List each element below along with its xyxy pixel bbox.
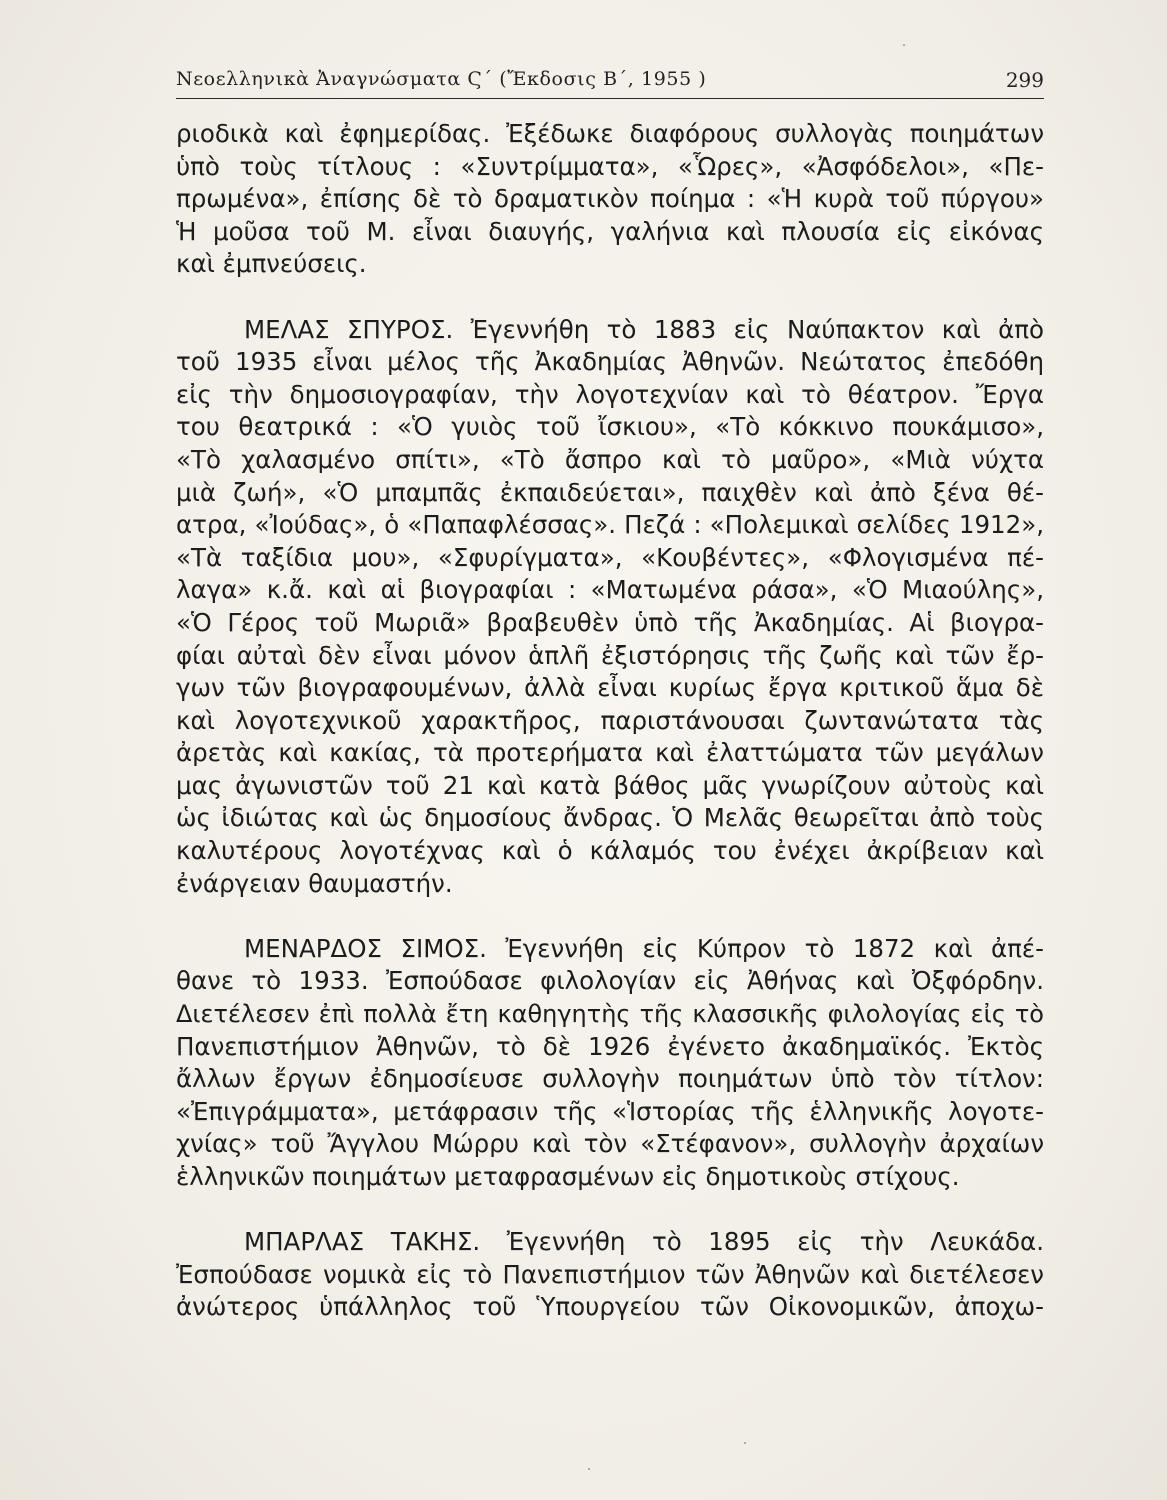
text-line: θανε τὸ 1933. Ἐσπούδασε φιλολογίαν εἰς Ἀθήνας καὶ Ὀξφόρδην. bbox=[176, 966, 1044, 996]
running-title: Νεοελληνικὰ Ἀναγνώσματα Ϛ΄ (Ἔκδοσις Β΄, 1955 ) bbox=[176, 68, 707, 90]
text-line: «Τὰ ταξίδια μου», «Σφυρίγματα», «Κουβέντες», «Φλογισμένα πέ- bbox=[176, 542, 1044, 572]
text-line: γων τῶν βιογραφουμένων, ἀλλὰ εἶναι κυρίως ἔργα κριτικοῦ ἅμα δὲ bbox=[176, 673, 1044, 703]
text-line: ὑπὸ τοὺς τίτλους : «Συντρίμματα», «Ὧρες», «Ἀσφόδελοι», «Πε- bbox=[176, 151, 1044, 181]
entry-heading-line-melas: ΜΕΛΑΣ ΣΠΥΡΟΣ. Ἐγεννήθη τὸ 1883 εἰς Ναύπακτον καὶ ἀπὸ bbox=[244, 314, 1044, 344]
text-line: του θεατρικά : «Ὁ γυιὸς τοῦ ἴσκιου», «Τὸ κόκκινο πουκάμισο», bbox=[176, 412, 1044, 442]
text-line: ὡς ἰδιώτας καὶ ὡς δημοσίους ἄνδρας. Ὁ Μελᾶς θεωρεῖται ἀπὸ τοὺς bbox=[176, 803, 1044, 833]
text-line: Διετέλεσεν ἐπὶ πολλὰ ἔτη καθηγητὴς τῆς κλασσικῆς φιλολογίας εἰς τὸ bbox=[176, 1000, 1044, 1029]
text-line: Πανεπιστήμιον Ἀθηνῶν, τὸ δὲ 1926 ἐγένετο ἀκαδημαϊκός. Ἐκτὸς bbox=[176, 1031, 1044, 1061]
text-line: καλυτέρους λογοτέχνας καὶ ὁ κάλαμός του ἐνέχει ἀκρίβειαν καὶ bbox=[176, 836, 1044, 866]
text-line: μας ἀγωνιστῶν τοῦ 21 καὶ κατὰ βάθος μᾶς γνωρίζουν αὐτοὺς καὶ bbox=[176, 770, 1044, 800]
text-line: μιὰ ζωή», «Ὁ μπαμπᾶς ἐκπαιδεύεται», παιχθὲν καὶ ἀπὸ ξένα θέ- bbox=[176, 477, 1044, 507]
text-line: τοῦ 1935 εἶναι μέλος τῆς Ἀκαδημίας Ἀθηνῶν. Νεώτατος ἐπεδόθη bbox=[176, 347, 1044, 377]
text-line: φίαι αὐταὶ δὲν εἶναι μόνον ἁπλῆ ἐξιστόρησις τῆς ζωῆς καὶ τῶν ἔρ- bbox=[176, 640, 1044, 670]
entry-heading-line-menardos: ΜΕΝΑΡΔΟΣ ΣΙΜΟΣ. Ἐγεννήθη εἰς Κύπρον τὸ 1872 καὶ ἀπέ- bbox=[244, 933, 1044, 963]
page-header bbox=[176, 62, 1044, 99]
text-line: πρωμένα», ἐπίσης δὲ τὸ δραματικὸν ποίημα : «Ἡ κυρὰ τοῦ πύργου» bbox=[176, 184, 1044, 214]
paragraph-gap bbox=[176, 281, 1044, 314]
text-line: ἀρετὰς καὶ κακίας, τὰ προτερήματα καὶ ἐλαττώματα τῶν μεγάλων bbox=[176, 738, 1044, 768]
entry-heading-line-barlas: ΜΠΑΡΛΑΣ ΤΑΚΗΣ. Ἐγεννήθη τὸ 1895 εἰς τὴν Λευκάδα. bbox=[244, 1227, 1044, 1257]
paper-speck bbox=[903, 44, 905, 46]
text-line: ἑλληνικῶν ποιημάτων μεταφρασμένων εἰς δημοτικοὺς στίχους. bbox=[176, 1162, 960, 1191]
paragraph-gap bbox=[176, 1194, 1044, 1227]
text-line: «Ὁ Γέρος τοῦ Μωριᾶ» βραβευθὲν ὑπὸ τῆς Ἀκαδημίας. Αἱ βιογρα- bbox=[176, 607, 1044, 637]
text-line: χνίας» τοῦ Ἄγγλου Μώρρυ καὶ τὸν «Στέφανον», συλλογὴν ἀρχαίων bbox=[176, 1129, 1044, 1159]
text-line: Ἡ μοῦσα τοῦ Μ. εἶναι διαυγής, γαλήνια καὶ πλουσία εἰς εἰκόνας bbox=[176, 216, 1044, 246]
paper-speck bbox=[588, 1468, 590, 1470]
paper-speck bbox=[744, 1442, 746, 1444]
text-line: ατρα, «Ἰούδας», ὁ «Παπαφλέσσας». Πεζά : «Πολεμικαὶ σελίδες 1912», bbox=[176, 510, 1044, 540]
text-line: Ἐσπούδασε νομικὰ εἰς τὸ Πανεπιστήμιον τῶν Ἀθηνῶν καὶ διετέλεσεν bbox=[176, 1259, 1044, 1289]
page-number: 299 bbox=[1005, 68, 1044, 92]
text-line: εἰς τὴν δημοσιογραφίαν, τὴν λογοτεχνίαν καὶ τὸ θέατρον. Ἔργα bbox=[176, 379, 1044, 409]
text-line: ριοδικὰ καὶ ἐφημερίδας. Ἐξέδωκε διαφόρους συλλογὰς ποιημάτων bbox=[176, 119, 1044, 148]
text-line: καὶ λογοτεχνικοῦ χαρακτῆρος, παριστάνουσαι ζωντανώτατα τὰς bbox=[176, 705, 1044, 735]
text-line: ἄλλων ἔργων ἐδημοσίευσε συλλογὴν ποιημάτων ὑπὸ τὸν τίτλον: bbox=[176, 1064, 1044, 1094]
body-text bbox=[176, 118, 1044, 1324]
text-line: λαγα» κ.ἄ. καὶ αἱ βιογραφίαι : «Ματωμένα ράσα», «Ὁ Μιαούλης», bbox=[176, 575, 1044, 605]
text-line: «Ἐπιγράμματα», μετάφρασιν τῆς «Ἱστορίας τῆς ἑλληνικῆς λογοτε- bbox=[176, 1096, 1044, 1126]
text-line: «Τὸ χαλασμένο σπίτι», «Τὸ ἄσπρο καὶ τὸ μαῦρο», «Μιὰ νύχτα bbox=[176, 444, 1044, 474]
text-line: ἐνάργειαν θαυμαστήν. bbox=[176, 868, 453, 898]
text-line: καὶ ἐμπνεύσεις. bbox=[176, 249, 367, 279]
text-line: ἀνώτερος ὑπάλληλος τοῦ Ὑπουργείου τῶν Οἰκονομικῶν, ἀποχω- bbox=[176, 1292, 1044, 1322]
paragraph-gap bbox=[176, 900, 1044, 933]
